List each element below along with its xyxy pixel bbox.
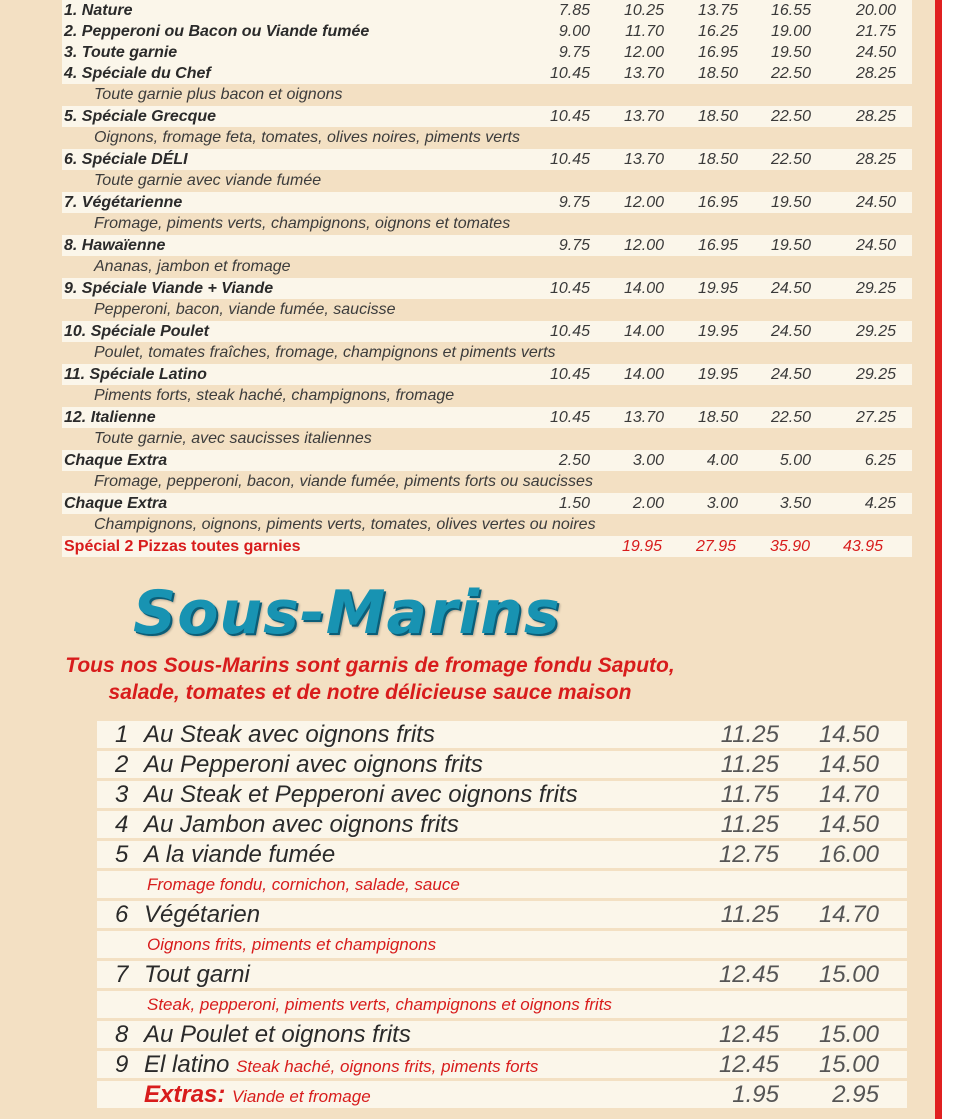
- sub-name-wrap: [144, 841, 335, 868]
- sous-marins-title: Sous-Marins: [133, 578, 561, 648]
- pizza-item: [62, 21, 912, 42]
- sub-price-small: 11.25: [720, 751, 779, 778]
- pizza-price: 27.25: [855, 409, 896, 426]
- sub-price-large: 15.00: [818, 1051, 879, 1078]
- sub-row: [97, 781, 907, 808]
- sub-number: 9: [115, 1051, 129, 1078]
- sub-name-wrap: [144, 1051, 538, 1080]
- pizza-price: 11.70: [625, 23, 664, 40]
- pizza-price: 18.50: [697, 409, 738, 426]
- pizza-description: Fromage, pepperoni, bacon, viande fumée, piments forts ou saucisses: [94, 473, 593, 490]
- special-price: 19.95: [621, 538, 662, 555]
- pizza-row: [62, 321, 912, 342]
- pizza-description: Toute garnie, avec saucisses italiennes: [94, 430, 372, 447]
- pizza-row: [62, 21, 912, 42]
- pizza-price: 21.75: [855, 23, 896, 40]
- pizza-row: [62, 407, 912, 428]
- red-border: [935, 0, 942, 1119]
- sub-item: [97, 1021, 907, 1048]
- special-price: 35.90: [769, 538, 810, 555]
- sub-price-large: 14.50: [818, 811, 879, 838]
- sub-name: A la viande fumée: [144, 841, 336, 868]
- pizza-name: 12. Italienne: [64, 409, 156, 426]
- sous-marins-intro: [0, 652, 740, 706]
- pizza-description: Poulet, tomates fraîches, fromage, champignons et piments verts: [94, 344, 556, 361]
- pizza-row: [62, 493, 912, 514]
- pizza-item: [62, 407, 912, 450]
- pizza-name: 1. Nature: [64, 2, 133, 19]
- sub-item: [97, 721, 907, 748]
- pizza-item: [62, 42, 912, 63]
- pizza-price: 9.75: [558, 44, 590, 61]
- pizza-item: [62, 0, 912, 21]
- sub-description: Fromage fondu, cornichon, salade, sauce: [97, 871, 907, 898]
- sub-name: Au Steak avec oignons frits: [144, 721, 435, 748]
- pizza-row: [62, 278, 912, 299]
- sub-number: 5: [115, 841, 129, 868]
- sub-item: [97, 961, 907, 1018]
- pizza-item: [62, 493, 912, 536]
- sous-marins-table: [97, 721, 907, 1111]
- pizza-price: 10.25: [623, 2, 664, 19]
- sub-price-large: 16.00: [818, 841, 879, 868]
- pizza-description: Ananas, jambon et fromage: [94, 258, 291, 275]
- sub-row: [97, 721, 907, 748]
- pizza-row: [62, 0, 912, 21]
- special-price: 43.95: [842, 538, 883, 555]
- sub-name: Végétarien: [144, 901, 261, 928]
- sub-number: 1: [115, 721, 129, 748]
- pizza-price: 19.50: [770, 44, 811, 61]
- pizza-name: 10. Spéciale Poulet: [64, 323, 209, 340]
- sub-item: [97, 1051, 907, 1078]
- extras-price-small: 1.95: [732, 1081, 779, 1108]
- sub-row: [97, 1021, 907, 1048]
- sub-name: Au Poulet et oignons frits: [144, 1021, 411, 1048]
- pizza-price: 13.70: [623, 108, 664, 125]
- pizza-price: 4.25: [864, 495, 896, 512]
- pizza-price: 3.00: [632, 452, 664, 469]
- sub-price-large: 14.50: [818, 751, 879, 778]
- sub-price-small: 12.75: [718, 841, 779, 868]
- pizza-price: 28.25: [855, 151, 896, 168]
- sub-row: [97, 961, 907, 988]
- sub-description: Steak, pepperoni, piments verts, champignons et oignons frits: [97, 991, 907, 1018]
- sub-item: [97, 841, 907, 898]
- sub-price-small: 11.25: [720, 811, 779, 838]
- pizza-name: 4. Spéciale du Chef: [64, 65, 211, 82]
- sub-price-small: 11.25: [720, 901, 779, 928]
- pizza-price: 2.00: [632, 495, 664, 512]
- page-margin: [942, 0, 970, 1119]
- pizza-price: 4.00: [706, 452, 738, 469]
- sub-name-wrap: [144, 961, 250, 988]
- pizza-name: 9. Spéciale Viande + Viande: [64, 280, 274, 297]
- pizza-price: 13.75: [697, 2, 738, 19]
- pizza-row: [62, 450, 912, 471]
- pizza-price: 12.00: [623, 237, 664, 254]
- pizza-price: 13.70: [623, 409, 664, 426]
- pizza-price: 14.00: [623, 280, 664, 297]
- pizza-price: 22.50: [770, 151, 811, 168]
- pizza-row: [62, 192, 912, 213]
- pizza-special-row: [62, 536, 912, 557]
- pizza-price: 19.95: [697, 366, 738, 383]
- pizza-price: 19.50: [770, 237, 811, 254]
- pizza-price: 18.50: [697, 108, 738, 125]
- sub-number: 3: [115, 781, 129, 808]
- sub-name-wrap: [144, 751, 483, 778]
- pizza-item: [62, 149, 912, 192]
- intro-line-2: salade, tomates et de notre délicieuse sauce maison: [108, 681, 632, 704]
- pizza-price: 28.25: [855, 108, 896, 125]
- pizza-item: [62, 235, 912, 278]
- sub-price-large: 14.70: [818, 901, 879, 928]
- pizza-description: Fromage, piments verts, champignons, oignons et tomates: [94, 215, 511, 232]
- pizza-price: 10.45: [549, 151, 590, 168]
- pizza-price: 22.50: [770, 108, 811, 125]
- sub-price-small: 11.25: [720, 721, 779, 748]
- pizza-price: 29.25: [855, 323, 896, 340]
- pizza-special-name: Spécial 2 Pizzas toutes garnies: [64, 538, 301, 555]
- pizza-item: [62, 321, 912, 364]
- pizza-price: 19.95: [697, 280, 738, 297]
- pizza-row: [62, 106, 912, 127]
- pizza-item: [62, 63, 912, 106]
- pizza-description: Champignons, oignons, piments verts, tomates, olives vertes ou noires: [94, 516, 596, 533]
- sub-price-large: 14.70: [818, 781, 879, 808]
- pizza-price: 2.50: [558, 452, 590, 469]
- pizza-name: 2. Pepperoni ou Bacon ou Viande fumée: [64, 23, 370, 40]
- pizza-price: 5.00: [779, 452, 811, 469]
- sub-number: 4: [115, 811, 129, 838]
- sub-name: Au Jambon avec oignons frits: [144, 811, 459, 838]
- sub-price-large: 15.00: [818, 961, 879, 988]
- sub-price-small: 12.45: [718, 961, 779, 988]
- sub-number: 7: [115, 961, 129, 988]
- sub-name: El latino: [144, 1051, 230, 1078]
- pizza-row: [62, 364, 912, 385]
- sub-number: 8: [115, 1021, 129, 1048]
- pizza-row: [62, 235, 912, 256]
- pizza-price: 28.25: [855, 65, 896, 82]
- pizza-price: 22.50: [770, 65, 811, 82]
- pizza-price: 24.50: [770, 280, 811, 297]
- sub-item: [97, 811, 907, 838]
- pizza-row: [62, 42, 912, 63]
- pizza-price: 12.00: [623, 44, 664, 61]
- pizza-description: Piments forts, steak haché, champignons, fromage: [94, 387, 455, 404]
- pizza-description: Oignons, fromage feta, tomates, olives noires, piments verts: [94, 129, 520, 146]
- sub-name: Au Steak et Pepperoni avec oignons frits: [144, 781, 578, 808]
- sub-name: Tout garni: [144, 961, 250, 988]
- pizza-row: [62, 63, 912, 84]
- extras-price-large: 2.95: [832, 1081, 879, 1108]
- pizza-price: 29.25: [855, 366, 896, 383]
- pizza-menu-table: [62, 0, 912, 557]
- sub-name-wrap: [144, 1021, 411, 1048]
- pizza-price: 24.50: [855, 44, 896, 61]
- pizza-price: 13.70: [623, 65, 664, 82]
- sub-description: Oignons frits, piments et champignons: [97, 931, 907, 958]
- pizza-price: 18.50: [697, 151, 738, 168]
- pizza-price: 20.00: [855, 2, 896, 19]
- pizza-price: 10.45: [549, 280, 590, 297]
- pizza-name: 5. Spéciale Grecque: [64, 108, 217, 125]
- pizza-row: [62, 149, 912, 170]
- pizza-description: Pepperoni, bacon, viande fumée, saucisse: [94, 301, 396, 318]
- sub-name-wrap: [144, 721, 435, 748]
- pizza-price: 22.50: [770, 409, 811, 426]
- pizza-description: Toute garnie plus bacon et oignons: [94, 86, 343, 103]
- pizza-price: 3.00: [706, 495, 738, 512]
- intro-line-1: Tous nos Sous-Marins sont garnis de fromage fondu Saputo,: [65, 654, 675, 677]
- pizza-item: [62, 106, 912, 149]
- pizza-price: 6.25: [864, 452, 896, 469]
- pizza-price: 24.50: [770, 323, 811, 340]
- pizza-item: [62, 450, 912, 493]
- pizza-price: 19.50: [770, 194, 811, 211]
- pizza-price: 12.00: [623, 194, 664, 211]
- pizza-price: 10.45: [549, 366, 590, 383]
- pizza-price: 24.50: [770, 366, 811, 383]
- pizza-price: 16.25: [697, 23, 738, 40]
- pizza-price: 18.50: [697, 65, 738, 82]
- sub-price-large: 14.50: [818, 721, 879, 748]
- pizza-price: 16.95: [697, 44, 738, 61]
- pizza-name: 6. Spéciale DÉLI: [64, 151, 188, 168]
- pizza-price: 19.00: [770, 23, 811, 40]
- sub-item: [97, 751, 907, 778]
- pizza-price: 29.25: [855, 280, 896, 297]
- pizza-price: 16.55: [770, 2, 811, 19]
- sub-name-wrap: [144, 781, 578, 808]
- pizza-price: 19.95: [697, 323, 738, 340]
- pizza-name: 8. Hawaïenne: [64, 237, 166, 254]
- extras-row: [97, 1081, 907, 1108]
- pizza-item: [62, 364, 912, 407]
- pizza-price: 9.00: [558, 23, 590, 40]
- sub-number: 2: [115, 751, 129, 778]
- sub-price-large: 15.00: [818, 1021, 879, 1048]
- pizza-price: 9.75: [558, 194, 590, 211]
- sub-price-small: 12.45: [718, 1021, 779, 1048]
- sub-row: [97, 841, 907, 868]
- sub-price-small: 12.45: [718, 1051, 779, 1078]
- sub-row: [97, 1051, 907, 1078]
- extras-text: [144, 1081, 371, 1110]
- pizza-price: 10.45: [549, 409, 590, 426]
- pizza-price: 10.45: [549, 323, 590, 340]
- extras-desc: Viande et fromage: [232, 1087, 371, 1106]
- pizza-price: 7.85: [558, 2, 590, 19]
- pizza-price: 24.50: [855, 194, 896, 211]
- sub-row: [97, 811, 907, 838]
- sub-item: [97, 901, 907, 958]
- sub-inline-desc: Steak haché, oignons frits, piments forts: [236, 1057, 539, 1076]
- pizza-name: 11. Spéciale Latino: [64, 366, 207, 383]
- special-price: 27.95: [695, 538, 736, 555]
- pizza-item: [62, 278, 912, 321]
- pizza-price: 24.50: [855, 237, 896, 254]
- pizza-price: 1.50: [558, 495, 590, 512]
- pizza-price: 9.75: [558, 237, 590, 254]
- pizza-name: Chaque Extra: [64, 495, 168, 512]
- pizza-price: 14.00: [623, 366, 664, 383]
- sub-row: [97, 751, 907, 778]
- pizza-price: 14.00: [623, 323, 664, 340]
- sub-number: 6: [115, 901, 129, 928]
- sub-name-wrap: [144, 901, 260, 928]
- extras-label: Extras:: [144, 1081, 226, 1108]
- pizza-price: 16.95: [697, 194, 738, 211]
- sub-item: [97, 781, 907, 808]
- sub-name-wrap: [144, 811, 459, 838]
- pizza-item: [62, 192, 912, 235]
- pizza-price: 16.95: [697, 237, 738, 254]
- pizza-price: 10.45: [549, 108, 590, 125]
- pizza-name: 3. Toute garnie: [64, 44, 178, 61]
- pizza-name: 7. Végétarienne: [64, 194, 183, 211]
- sub-row: [97, 901, 907, 928]
- sub-price-small: 11.75: [720, 781, 779, 808]
- pizza-price: 10.45: [549, 65, 590, 82]
- pizza-name: Chaque Extra: [64, 452, 168, 469]
- pizza-price: 3.50: [779, 495, 811, 512]
- pizza-price: 13.70: [623, 151, 664, 168]
- sub-name: Au Pepperoni avec oignons frits: [144, 751, 483, 778]
- pizza-description: Toute garnie avec viande fumée: [94, 172, 322, 189]
